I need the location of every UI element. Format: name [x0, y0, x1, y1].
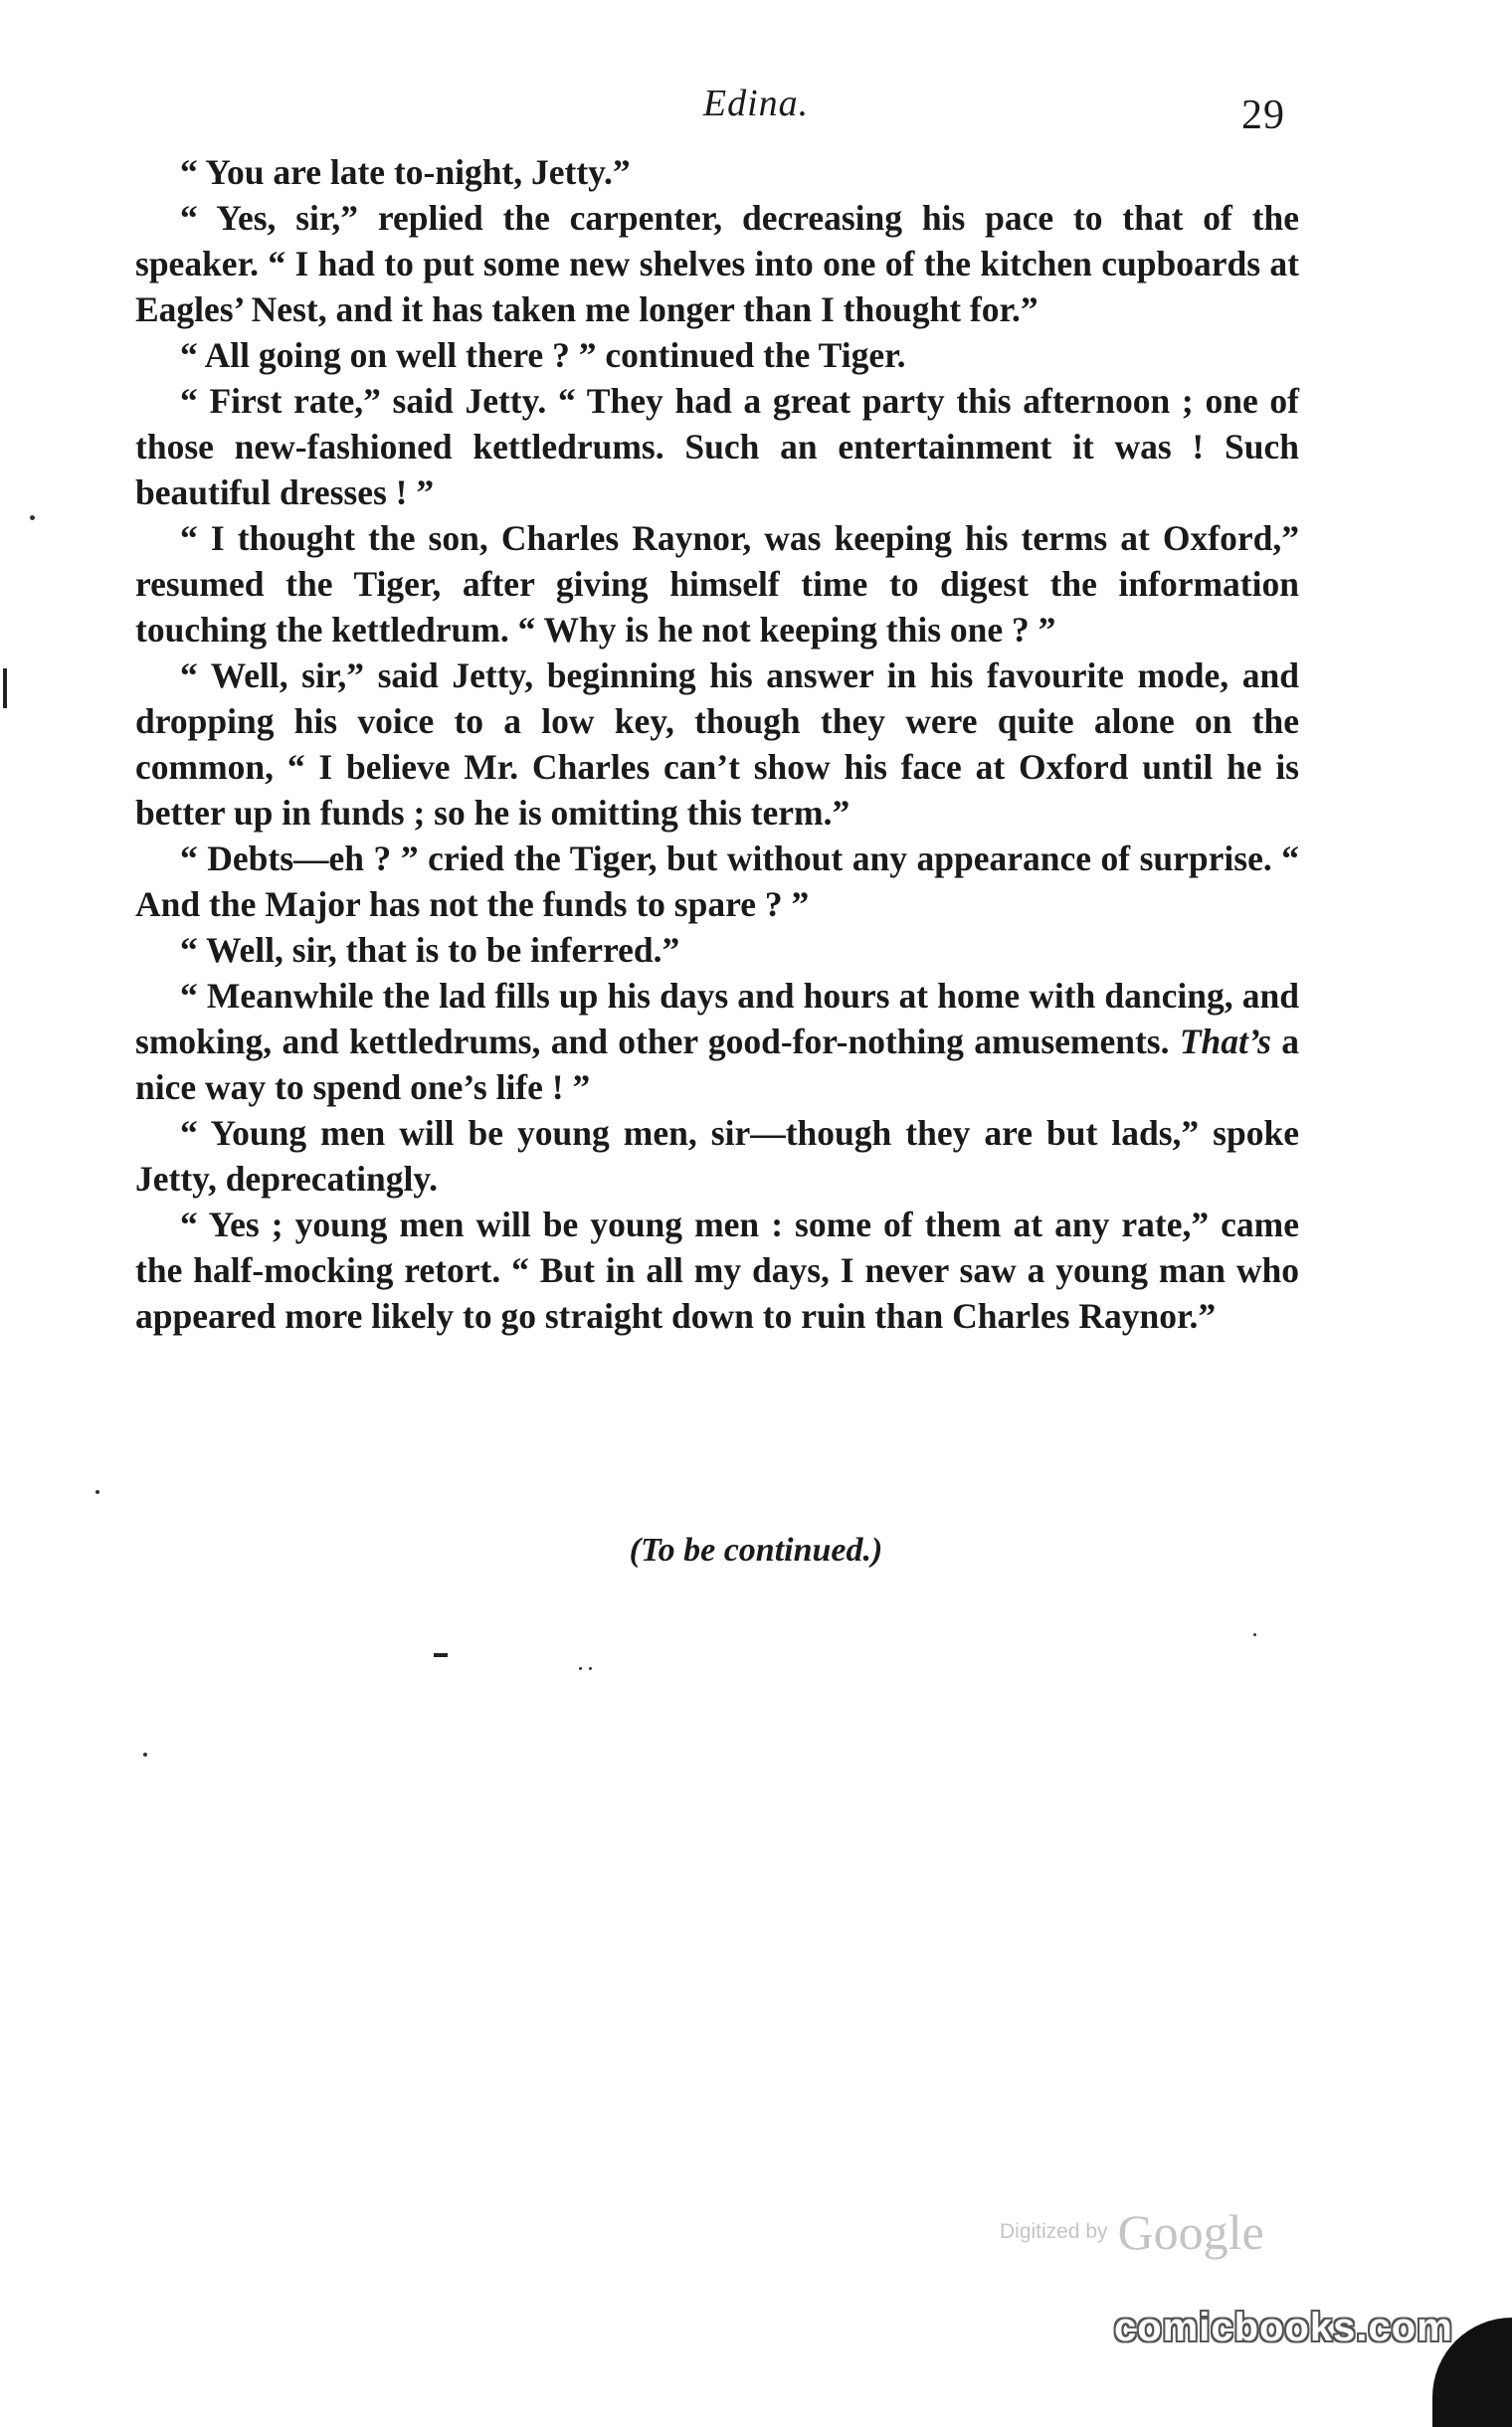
paragraph: [135, 332, 1299, 378]
page-number: 29: [1241, 93, 1285, 138]
to-be-continued-note: (To be continued.): [629, 1532, 883, 1569]
paragraph: [135, 149, 1299, 195]
paragraph: [135, 515, 1299, 653]
text-segment: “ First rate,” said Jetty. “ They had a great party this afternoon ; one of those new-fashioned kettledrums. Such an entertainment it was ! Such beautiful dresses ! ”: [135, 381, 1299, 512]
paragraph: [135, 973, 1299, 1110]
text-segment: “ You are late to-night, Jetty.”: [180, 152, 631, 192]
paragraph: [135, 1110, 1299, 1202]
text-segment: “ Yes, sir,” replied the carpenter, decreasing his pace to that of the speaker. “ I had to put some new shelves into one of the kitchen cupboards at Eagles’ Nest, and it has taken me longer than I thought for.”: [135, 198, 1299, 329]
text-segment: “ I thought the son, Charles Raynor, was keeping his terms at Oxford,” resumed the Tiger, after giving himself time to digest the information touching the kettledrum. “ Why is he not keeping this one ? ”: [135, 518, 1299, 650]
scan-mark: [434, 1653, 448, 1657]
text-segment: “ Yes ; young men will be young men : some of them at any rate,” came the half-mocking retort. “ But in all my days, I never saw a young man who appeared more likely to go straight down to ruin than Charles Raynor.”: [135, 1205, 1299, 1336]
body-text: [135, 149, 1299, 1339]
digitized-by-google-watermark: [1000, 2203, 1264, 2261]
scan-speck: [30, 515, 35, 520]
paragraph: [135, 836, 1299, 927]
paragraph: [135, 195, 1299, 332]
text-segment: “ Well, sir, that is to be inferred.”: [180, 930, 680, 970]
paragraph: [135, 1202, 1299, 1339]
text-segment: a nice way to spend one’s life ! ”: [135, 1022, 1299, 1107]
paragraph: [135, 927, 1299, 973]
scan-speck: [143, 1753, 147, 1757]
digitized-prefix: Digitized by: [1000, 2220, 1108, 2243]
paragraph: [135, 653, 1299, 836]
scan-speck: [1253, 1633, 1256, 1636]
site-watermark: comicbooks.com: [1114, 2306, 1453, 2349]
scan-mark: [3, 668, 7, 708]
paragraph: [135, 378, 1299, 515]
text-segment: “ Debts—eh ? ” cried the Tiger, but without any appearance of surprise. “ And the Major has not the funds to spare ? ”: [135, 839, 1299, 924]
scan-speck: [95, 1490, 99, 1494]
scan-speck: [579, 1667, 582, 1670]
text-segment: “ Meanwhile the lad fills up his days and hours at home with dancing, and smoking, and kettledrums, and other good-for-nothing amusements.: [135, 976, 1299, 1061]
scan-speck: [589, 1667, 592, 1670]
text-segment: “ Young men will be young men, sir—though they are but lads,” spoke Jetty, deprecatingly.: [135, 1113, 1299, 1199]
text-segment: “ Well, sir,” said Jetty, beginning his answer in his favourite mode, and dropping his voice to a low key, though they were quite alone on the common, “ I believe Mr. Charles can’t show his face at Oxford until he is better up in funds ; so he is omitting this term.”: [135, 655, 1299, 833]
text-segment: “ All going on well there ? ” continued the Tiger.: [180, 335, 906, 375]
italic-text: That’s: [1179, 1022, 1271, 1061]
running-head: Edina.: [702, 83, 810, 124]
google-logo: Google: [1117, 2204, 1264, 2260]
